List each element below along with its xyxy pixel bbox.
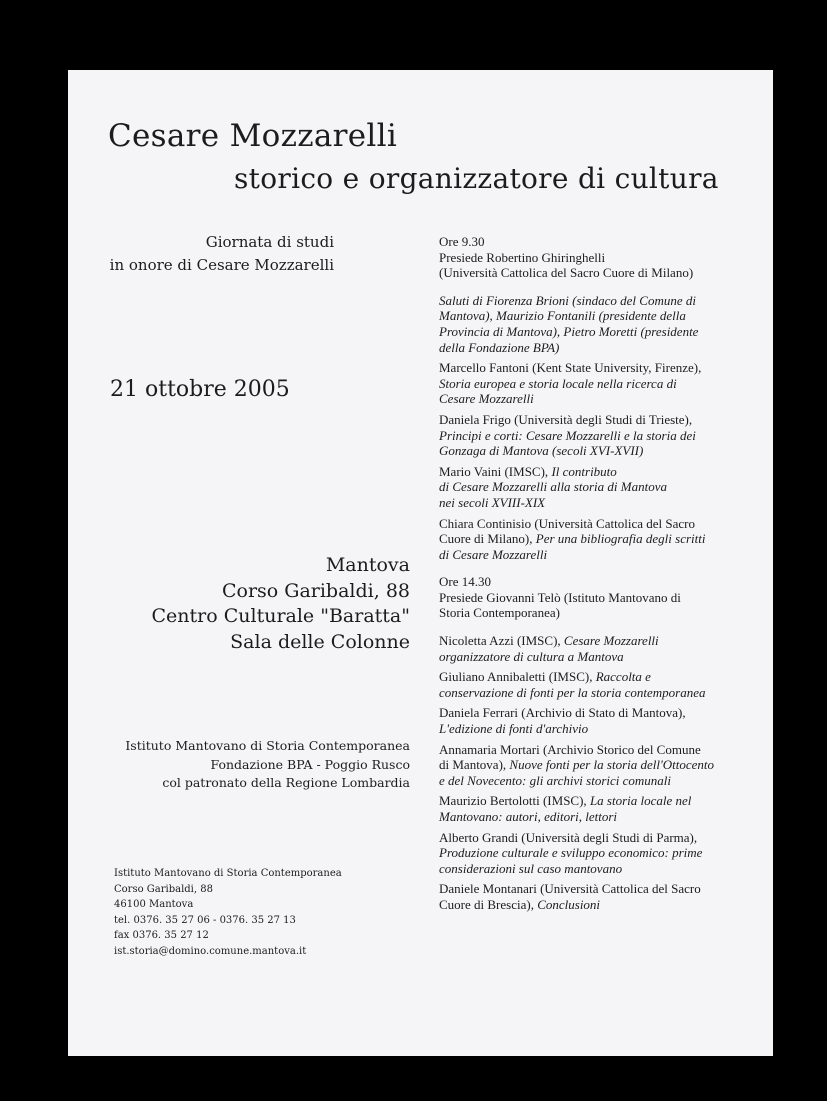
talk-title: considerazioni sul caso mantovano <box>439 860 623 876</box>
talk-title: di Cesare Mozzarelli alla storia di Mantova <box>439 479 667 495</box>
talk-title: Principi e corti: Cesare Mozzarelli e la storia dei <box>439 427 696 443</box>
talk-title: Il contributo <box>551 463 617 479</box>
talk-entry <box>439 705 757 736</box>
session-time-afternoon: Ore 14.30 <box>439 574 491 590</box>
greetings-line: Provincia di Mantova), Pietro Moretti (presidente <box>439 323 699 339</box>
venue-room: Sala delle Colonne <box>230 630 410 653</box>
organizer-line: col patronato della Regione Lombardia <box>162 775 410 790</box>
talk-title: e del Novecento: gli archivi storici comunali <box>439 772 672 788</box>
organizer-line: Fondazione BPA - Poggio Rusco <box>210 756 410 772</box>
greetings-line: Mantova), Maurizio Fontanili (presidente della <box>439 308 686 324</box>
venue-center: Centro Culturale "Baratta" <box>151 605 410 627</box>
session-chair: Presiede Robertino Ghiringhelli <box>439 249 606 265</box>
contact-fax: fax 0376. 35 27 12 <box>114 930 209 941</box>
talk-entry <box>439 516 757 563</box>
talk-speaker: Marcello Fantoni (Kent State University, Firenze), <box>439 360 702 376</box>
venue-city: Mantova <box>325 554 410 576</box>
talk-entry <box>439 669 757 700</box>
talk-entry <box>439 464 757 511</box>
title-line-1: Cesare Mozzarelli <box>108 118 398 154</box>
talk-speaker: Daniela Frigo (Università degli Studi di Trieste), <box>439 411 693 427</box>
contact-email[interactable]: ist.storia@domino.comune.mantova.it <box>114 945 307 957</box>
document-sheet <box>68 70 773 1056</box>
talk-speaker: di Mantova), <box>439 757 510 773</box>
talk-entry <box>439 412 757 459</box>
talk-speaker: Nicoletta Azzi (IMSC), <box>439 633 564 649</box>
talk-title: L'edizione di fonti d'archivio <box>439 721 589 737</box>
session-chair-affiliation: Storia Contemporanea) <box>439 605 560 621</box>
talk-speaker: Cuore di Brescia), <box>439 896 538 912</box>
greetings-entry <box>439 293 757 355</box>
subtitle-line: in onore di Cesare Mozzarelli <box>109 256 334 274</box>
talk-title: Storia europea e storia locale nella ricerca di <box>439 375 677 391</box>
greetings-line: Saluti di Fiorenza Brioni (sindaco del Comune di <box>439 292 696 308</box>
venue-street: Corso Garibaldi, 88 <box>221 579 410 602</box>
event-subtitle <box>108 231 334 277</box>
talk-title: Nuove fonti per la storia dell'Ottocento <box>509 757 715 773</box>
talk-entry <box>439 633 757 664</box>
talk-title: conservazione di fonti per la storia contemporanea <box>439 684 706 700</box>
talk-speaker: Annamaria Mortari (Archivio Storico del Comune <box>439 741 701 757</box>
talk-title: Conclusioni <box>537 896 601 912</box>
talk-speaker: Chiara Continisio (Università Cattolica del Sacro <box>439 515 695 531</box>
contact-address: Corso Garibaldi, 88 <box>114 883 213 895</box>
talk-speaker: Giuliano Annibaletti (IMSC), <box>439 669 596 685</box>
talk-title: Produzione culturale e sviluppo economico: prime <box>439 845 703 861</box>
talk-title: Cesare Mozzarelli <box>563 633 659 649</box>
talk-entry <box>439 830 757 877</box>
contact-org: Istituto Mantovano di Storia Contemporanea <box>114 868 342 879</box>
talk-title: Cesare Mozzarelli <box>439 391 534 407</box>
talk-speaker: Mario Vaini (IMSC), <box>439 463 552 479</box>
talk-title: nei secoli XVIII-XIX <box>439 494 546 510</box>
talk-title: organizzatore di cultura a Mantova <box>439 648 624 664</box>
talk-speaker: Cuore di Milano), <box>439 531 536 547</box>
talk-entry <box>439 742 757 789</box>
greetings-line: della Fondazione BPA) <box>439 339 560 355</box>
title-line-2: storico e organizzatore di cultura <box>234 162 719 195</box>
talk-title: Per una bibliografia degli scritti <box>535 531 706 547</box>
talk-entry <box>439 360 757 407</box>
talk-speaker: Daniele Montanari (Università Cattolica del Sacro <box>439 881 701 897</box>
organizers-block <box>125 737 410 793</box>
program-column <box>439 234 757 918</box>
talk-title: di Cesare Mozzarelli <box>439 546 548 562</box>
talk-entry <box>439 881 757 912</box>
session-chair: Presiede Giovanni Telò (Istituto Mantovano di <box>439 589 681 605</box>
talk-title: Gonzaga di Mantova (secoli XVI-XVII) <box>439 443 644 459</box>
event-date: 21 ottobre 2005 <box>110 377 290 402</box>
talk-speaker: Alberto Grandi (Università degli Studi di Parma), <box>439 829 698 845</box>
talk-title: Raccolta e <box>595 669 651 685</box>
talk-entry <box>439 793 757 824</box>
talk-title: Mantovano: autori, editori, lettori <box>439 809 618 824</box>
subtitle-line: Giornata di studi <box>205 233 334 251</box>
contact-phone: tel. 0376. 35 27 06 - 0376. 35 27 13 <box>114 914 296 926</box>
session-chair-affiliation: (Università Cattolica del Sacro Cuore di Milano) <box>439 265 694 281</box>
organizer-line: Istituto Mantovano di Storia Contemporanea <box>125 738 410 753</box>
session-time-morning: Ore 9.30 <box>439 234 485 249</box>
venue-block <box>152 553 411 655</box>
talk-speaker: Daniela Ferrari (Archivio di Stato di Mantova), <box>439 705 686 721</box>
talk-speaker: Maurizio Bertolotti (IMSC), <box>439 793 590 809</box>
talk-title: La storia locale nel <box>589 793 692 809</box>
contact-block <box>114 866 342 959</box>
contact-city: 46100 Mantova <box>114 899 194 910</box>
